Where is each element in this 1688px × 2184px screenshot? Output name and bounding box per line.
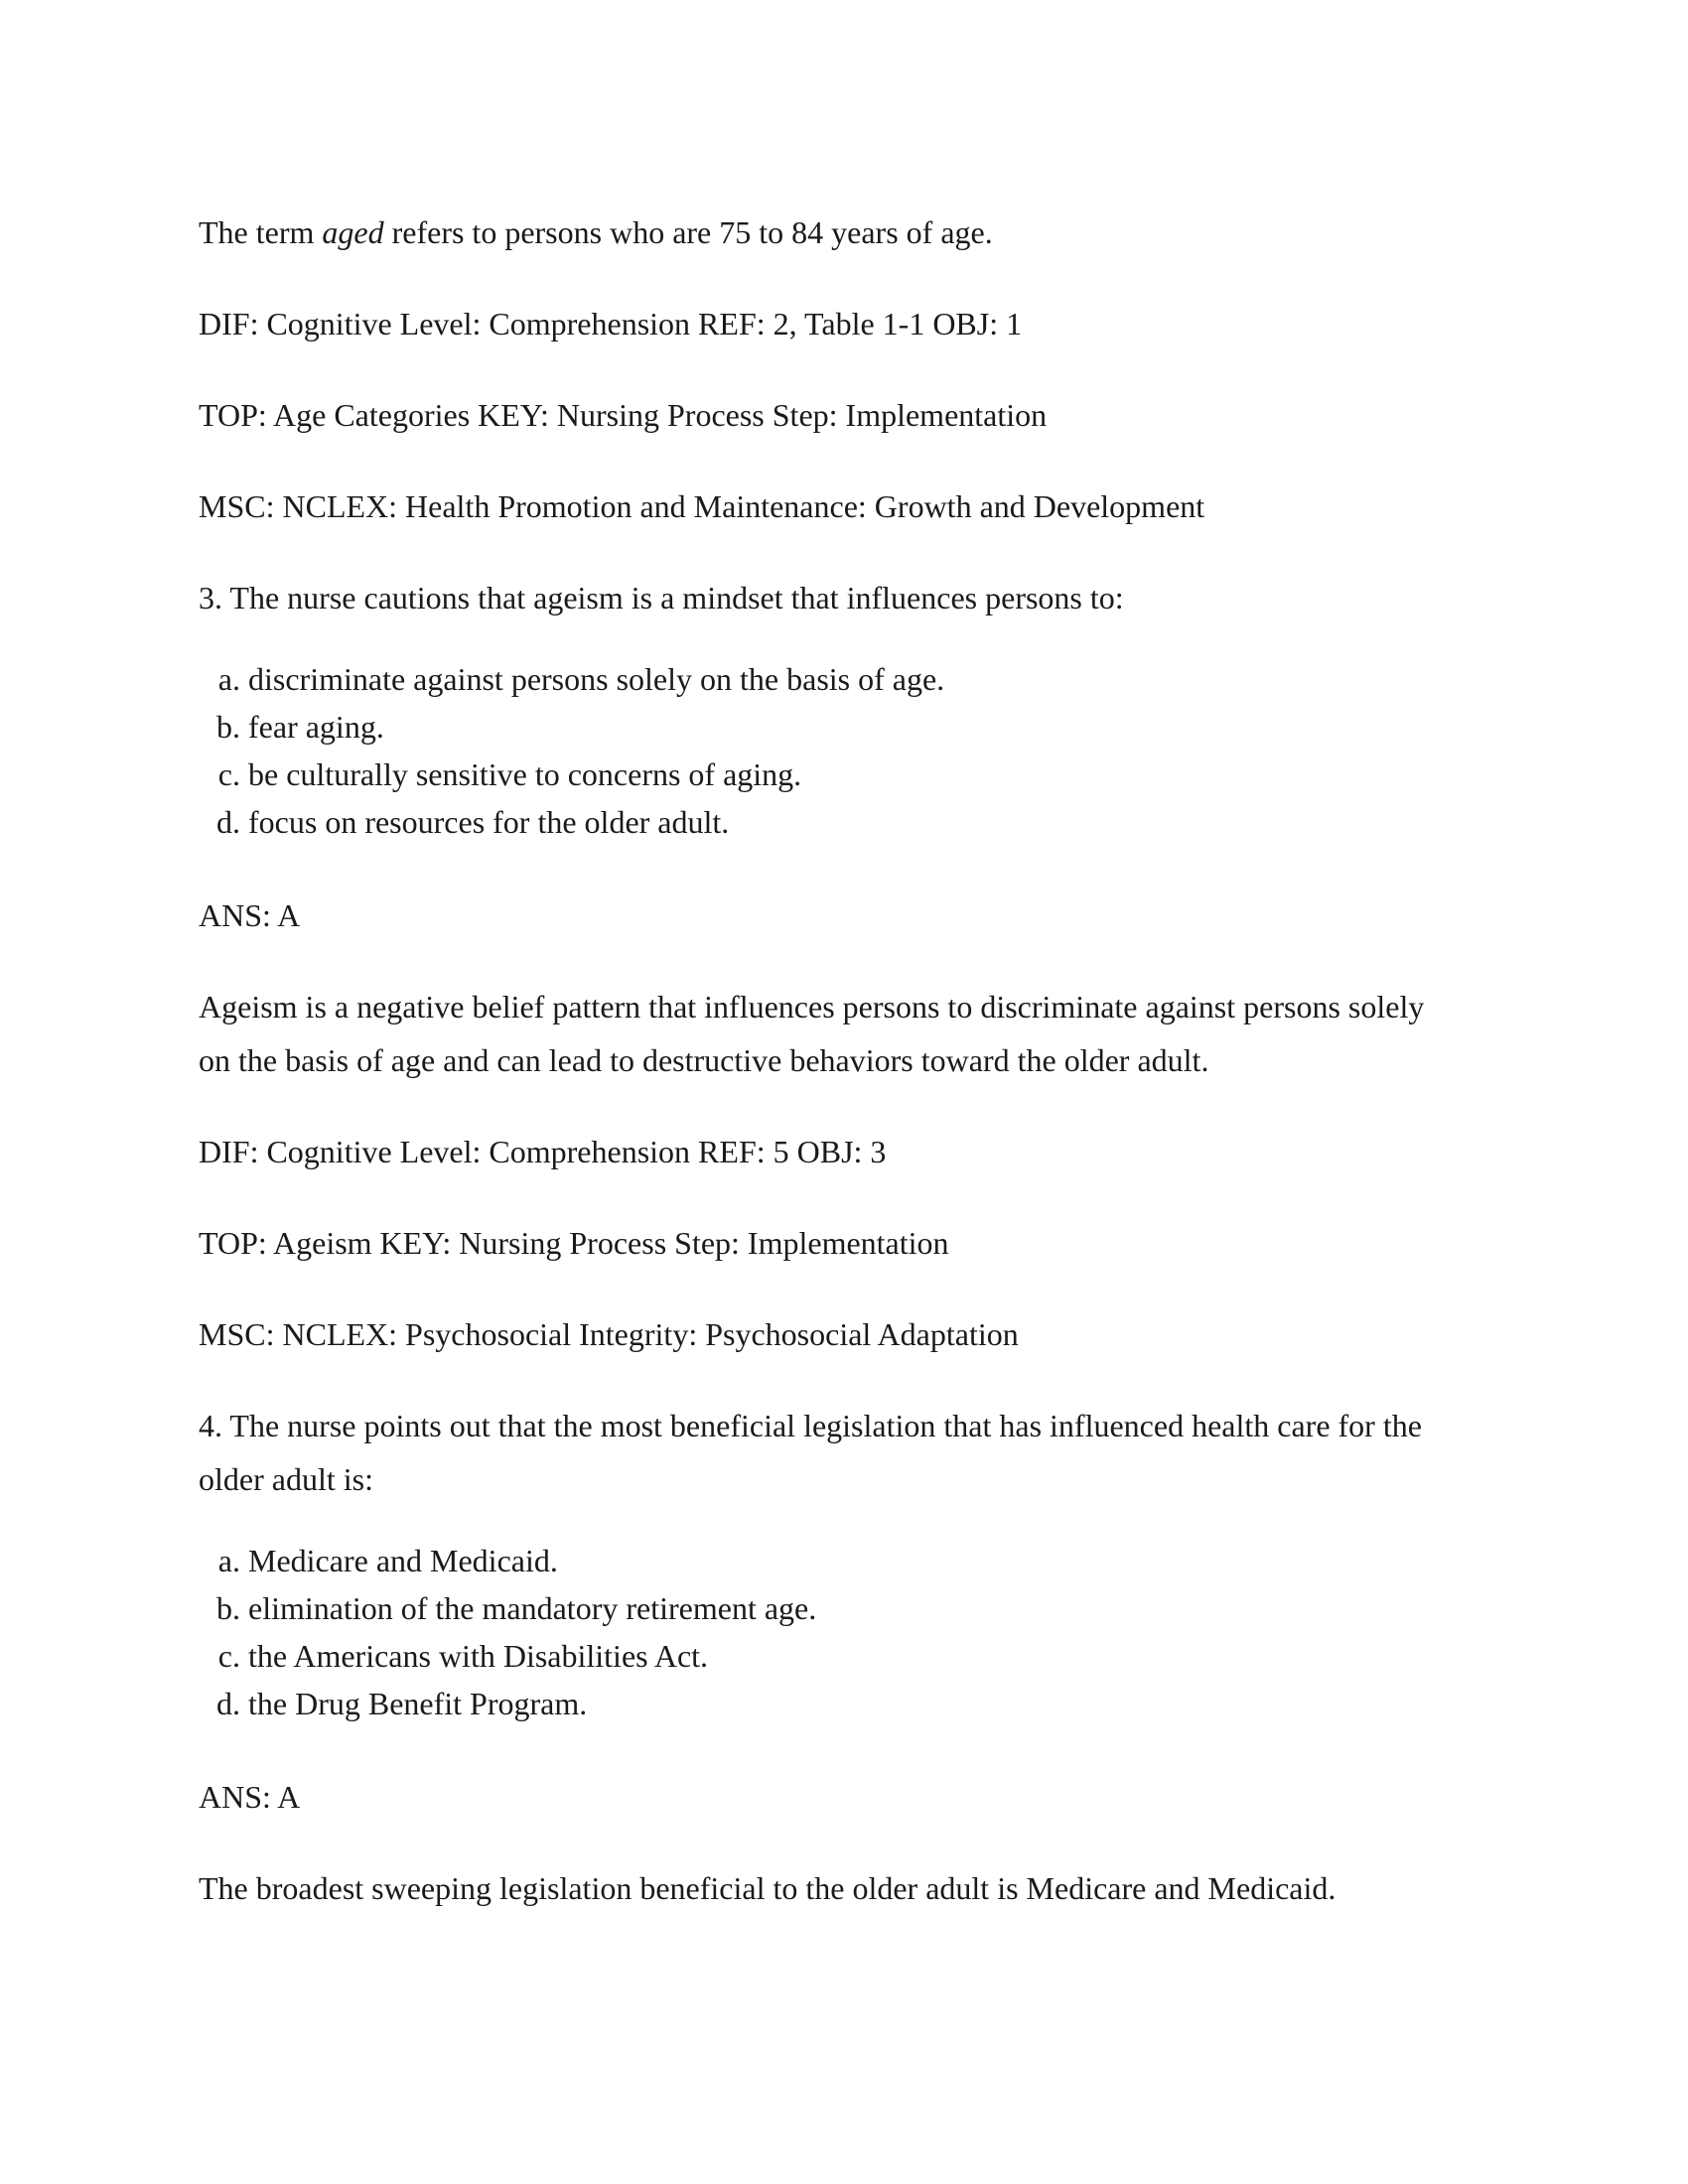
q3-option-text: fear aging. xyxy=(248,709,384,745)
q4-answer: ANS: A xyxy=(199,1779,301,1815)
block1-dif: DIF: Cognitive Level: Comprehension REF: 2, Table 1-1 OBJ: 1 xyxy=(199,306,1023,341)
q3-option-text: be culturally sensitive to concerns of aging. xyxy=(248,756,802,792)
q4-option-text: elimination of the mandatory retirement age. xyxy=(248,1590,817,1626)
q3-option-b xyxy=(199,707,384,747)
q3-option-d xyxy=(199,802,729,842)
q4-option-c xyxy=(199,1636,708,1676)
q3-rationale-line2: on the basis of age and can lead to destructive behaviors toward the older adult. xyxy=(199,1042,1209,1078)
q4-option-text: Medicare and Medicaid. xyxy=(248,1543,558,1578)
q3-option-letter: a. xyxy=(217,661,240,697)
q4-question-line1: 4. The nurse points out that the most beneficial legislation that has influenced health care for the xyxy=(199,1408,1422,1443)
q4-option-letter: b. xyxy=(216,1590,240,1626)
q3-msc: MSC: NCLEX: Psychosocial Integrity: Psychosocial Adaptation xyxy=(199,1316,1019,1352)
intro-pre: The term xyxy=(199,214,323,250)
q4-option-letter: d. xyxy=(216,1686,240,1721)
intro-italic-term: aged xyxy=(322,214,384,250)
block1-msc: MSC: NCLEX: Health Promotion and Maintenance: Growth and Development xyxy=(199,488,1205,524)
q4-question-line2: older adult is: xyxy=(199,1461,373,1497)
q3-top: TOP: Ageism KEY: Nursing Process Step: Implementation xyxy=(199,1225,949,1261)
q4-rationale: The broadest sweeping legislation beneficial to the older adult is Medicare and Medicaid. xyxy=(199,1870,1336,1906)
q3-option-text: focus on resources for the older adult. xyxy=(248,804,730,840)
q3-option-a xyxy=(199,659,944,699)
q4-option-letter: c. xyxy=(217,1638,240,1674)
q4-option-letter: a. xyxy=(217,1543,240,1578)
intro-post: refers to persons who are 75 to 84 years of age. xyxy=(383,214,993,250)
q3-question: 3. The nurse cautions that ageism is a mindset that influences persons to: xyxy=(199,580,1124,615)
q4-option-a xyxy=(199,1541,558,1580)
intro-statement xyxy=(199,212,993,252)
q3-option-letter: c. xyxy=(217,756,240,792)
q3-dif: DIF: Cognitive Level: Comprehension REF: 5 OBJ: 3 xyxy=(199,1134,887,1169)
q3-answer: ANS: A xyxy=(199,897,301,933)
q4-option-b xyxy=(199,1588,816,1628)
q3-rationale-line1: Ageism is a negative belief pattern that influences persons to discriminate against persons solely xyxy=(199,989,1425,1024)
block1-top: TOP: Age Categories KEY: Nursing Process Step: Implementation xyxy=(199,397,1048,433)
q4-option-d xyxy=(199,1684,587,1723)
q3-option-letter: b. xyxy=(216,709,240,745)
q3-option-text: discriminate against persons solely on the basis of age. xyxy=(248,661,945,697)
q3-option-letter: d. xyxy=(216,804,240,840)
q4-option-text: the Drug Benefit Program. xyxy=(248,1686,588,1721)
q4-option-text: the Americans with Disabilities Act. xyxy=(248,1638,709,1674)
q3-option-c xyxy=(199,754,801,794)
